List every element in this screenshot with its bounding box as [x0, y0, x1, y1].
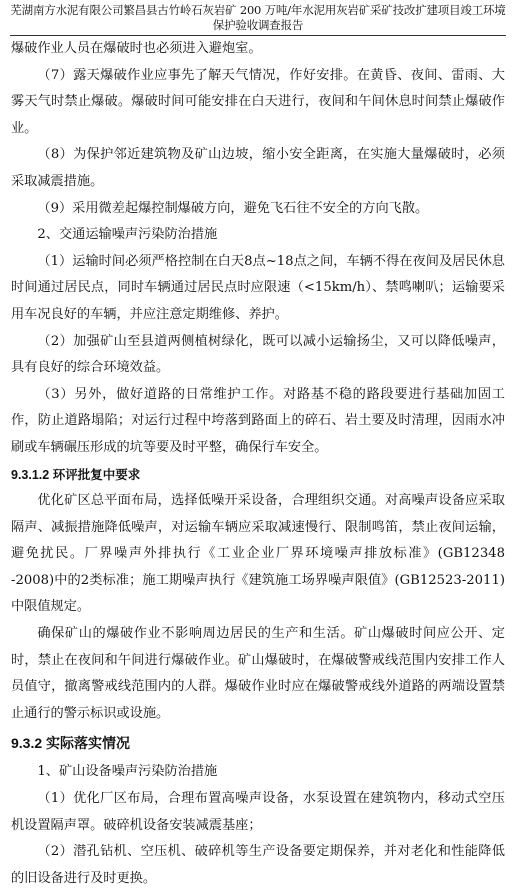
report-header — [10, 3, 506, 33]
list-heading-traffic-noise: 2、交通运输噪声污染防治措施 — [37, 227, 218, 243]
paragraph-greening: （2）加强矿山至县道两侧植树绿化，既可以减小运输扬尘，又可以降低噪声，具有良好的综合环境效益。 — [11, 333, 505, 376]
list-heading-equipment-noise: 1、矿山设备噪声污染防治措施 — [37, 764, 218, 780]
paragraph-road-maintenance: （3）另外，做好道路的日常维护工作。对路基不稳的路段要进行基础加固工作，防止道路塌陷；对运行过程中垮落到路面上的碎石、岩土要及时清理，因雨水冲刷或车辆碾压形成的坑等要及时平整，确保行车安全。 — [11, 386, 505, 455]
section-heading-9-3-1-2: 9.3.1.2 环评批复中要求 — [11, 467, 141, 482]
paragraph-millisecond-delay: （9）采用微差起爆控制爆破方向，避免飞石往不安全的方向飞散。 — [37, 200, 429, 216]
header-title-line2: 保护验收调查报告 — [212, 18, 304, 32]
paragraph-equipment-maintenance: （2）潜孔钻机、空压机、破碎机等生产设备要定期保养，并对老化和性能降低的旧设备进行及时更换。 — [11, 844, 505, 886]
paragraph-layout-optimization: （1）优化厂区布局，合理布置高噪声设备，水泵设置在建筑物内，移动式空压机设置隔声罩。破碎机设备安装减震基座； — [11, 791, 505, 833]
paragraph-transport-time: （1）运输时间必须严格控制在白天8点~18点之间，车辆不得在夜间及居民休息时间通过居民点，同时车辆通过居民点时应限速（<15km/h）、禁鸣喇叭；运输要采用车况良好的车辆，并应注意定期维修、养护。 — [11, 253, 505, 322]
paragraph-eia-requirements: 优化矿区总平面布局，选择低噪开采设备，合理组织交通。对高噪声设备应采取隔声、减振措施降低噪声，对运输车辆应采取减速慢行、限制鸣笛，禁止夜间运输，避免扰民。厂界噪声外排执行《工业企业厂界环境噪声排放标准》(GB12348 -2008)中的2类标准；施工期噪声执行《建筑施工场界噪声限值》(GB12523-2011)中限值规定。 — [11, 493, 505, 615]
document-body — [11, 36, 505, 892]
paragraph-blasting-shelter: 爆破作业人员在爆破时也必须进入避炮室。 — [11, 41, 262, 56]
paragraph-blasting-safety: 确保矿山的爆破作业不影响周边居民的生产和生活。矿山爆破时间应公开、定时，禁止在夜间和午间进行爆破作业。矿山爆破时，在爆破警戒线范围内安排工作人员值守，撤离警戒线范围内的人群。爆破作业时应在爆破警戒线外道路的两端设置禁止通行的警示标识或设施。 — [11, 626, 505, 721]
paragraph-vibration-reduction: （8）为保护邻近建筑物及矿山边坡，缩小安全距离，在实施大量爆破时，必须采取减震措施。 — [11, 147, 505, 189]
header-title-line1: 芜湖南方水泥有限公司繁昌县古竹岭石灰岩矿 200 万吨/年水泥用灰岩矿采矿技改扩建项目竣工环境 — [10, 3, 506, 17]
section-heading-9-3-2: 9.3.2 实际落实情况 — [11, 735, 131, 752]
paragraph-weather-blasting: （7）露天爆破作业应事先了解天气情况，作好安排。在黄昏、夜间、雷雨、大雾天气时禁止爆破。爆破时间可能安排在白天进行，夜间和午间休息时间禁止爆破作业。 — [11, 67, 505, 136]
